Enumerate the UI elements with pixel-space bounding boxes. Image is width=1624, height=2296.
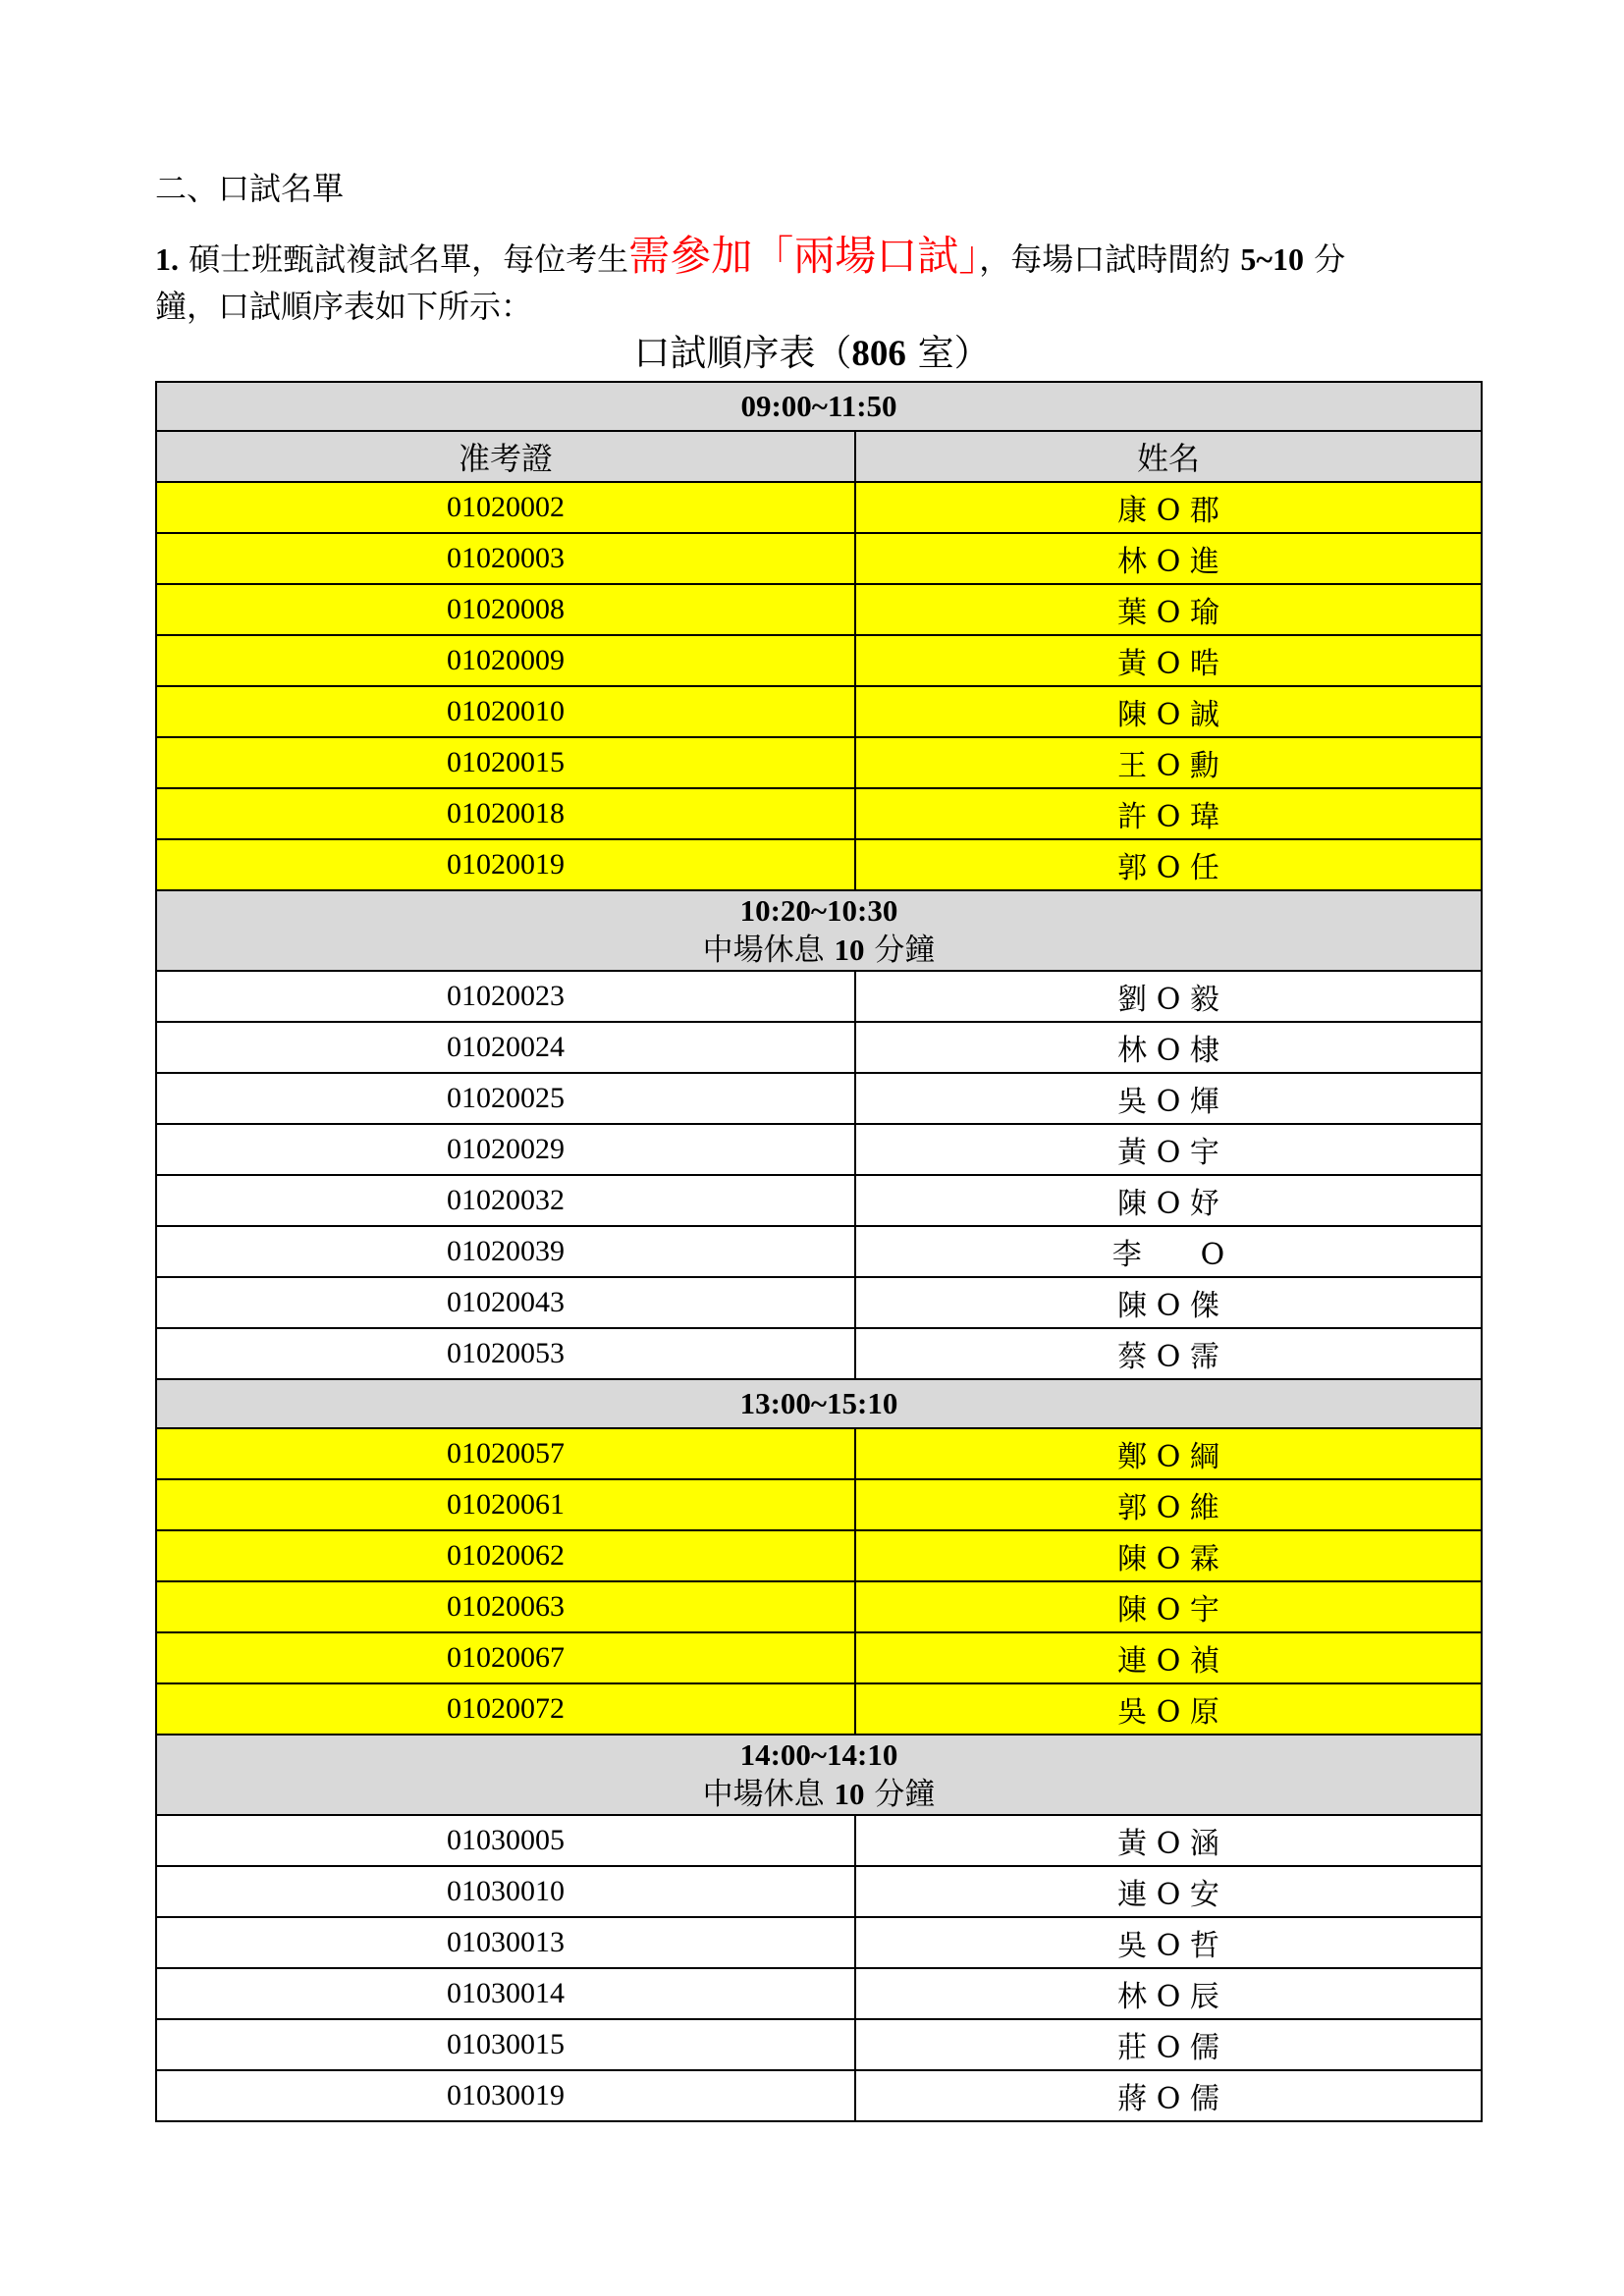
exam-number-cell: 01030010 — [156, 1866, 855, 1917]
table-row — [156, 1530, 1482, 1581]
session-row — [156, 382, 1482, 431]
exam-number-cell: 01030019 — [156, 2070, 855, 2121]
table-row — [156, 1866, 1482, 1917]
exam-number-cell: 01020039 — [156, 1226, 855, 1277]
student-name-cell: 林 O 棣 — [855, 1022, 1482, 1073]
student-name-cell: 陳 O 宇 — [855, 1581, 1482, 1632]
exam-number-cell: 01020008 — [156, 584, 855, 635]
exam-number-cell: 01020032 — [156, 1175, 855, 1226]
table-row — [156, 635, 1482, 686]
intro-text-after: ，每場口試時間約 — [979, 240, 1241, 278]
table-row — [156, 2070, 1482, 2121]
exam-number-cell: 01030015 — [156, 2019, 855, 2070]
table-row — [156, 2019, 1482, 2070]
student-name-cell: 鄭 O 綱 — [855, 1428, 1482, 1479]
table-row — [156, 1022, 1482, 1073]
exam-number-cell: 01020009 — [156, 635, 855, 686]
student-name-cell: 吳 O 哲 — [855, 1917, 1482, 1968]
table-title — [0, 330, 1624, 378]
exam-number-cell: 01030013 — [156, 1917, 855, 1968]
exam-number-cell: 01020025 — [156, 1073, 855, 1124]
student-name-cell: 林 O 辰 — [855, 1968, 1482, 2019]
student-name-cell: 郭 O 任 — [855, 839, 1482, 890]
student-name-cell: 劉 O 毅 — [855, 971, 1482, 1022]
exam-number-cell: 01020024 — [156, 1022, 855, 1073]
item-number: 1. — [155, 241, 179, 277]
student-name-cell: 吳 O 原 — [855, 1683, 1482, 1735]
session-time: 09:00~11:50 — [156, 382, 1482, 431]
student-name-cell: 莊 O 儒 — [855, 2019, 1482, 2070]
break-label — [157, 1775, 1481, 1814]
break-label-post: 分鐘 — [864, 1777, 936, 1812]
student-name-cell: 陳 O 妤 — [855, 1175, 1482, 1226]
break-cell — [156, 890, 1482, 971]
table-row — [156, 1683, 1482, 1735]
student-name-cell: 許 O 瑋 — [855, 788, 1482, 839]
table-row — [156, 1968, 1482, 2019]
session-row — [156, 1379, 1482, 1428]
exam-number-cell: 01020023 — [156, 971, 855, 1022]
intro-text-before: 碩士班甄試複試名單，每位考生 — [179, 240, 629, 278]
header-name: 姓名 — [855, 431, 1482, 482]
student-name-cell: 陳 O 傑 — [855, 1277, 1482, 1328]
exam-number-cell: 01020057 — [156, 1428, 855, 1479]
table-row — [156, 1073, 1482, 1124]
table-row — [156, 1815, 1482, 1866]
break-label-num: 10 — [834, 933, 865, 967]
student-name-cell: 蔣 O 儒 — [855, 2070, 1482, 2121]
student-name-cell: 吳 O 煇 — [855, 1073, 1482, 1124]
break-label-pre: 中場休息 — [702, 1777, 835, 1812]
break-label — [157, 931, 1481, 970]
student-name-cell: 黃 O 涵 — [855, 1815, 1482, 1866]
table-title-prefix: 口試順序表（ — [633, 332, 852, 374]
exam-number-cell: 01030005 — [156, 1815, 855, 1866]
student-name-cell: 黃 O 晧 — [855, 635, 1482, 686]
break-label-post: 分鐘 — [864, 933, 936, 968]
student-name-cell: 葉 O 瑜 — [855, 584, 1482, 635]
table-row — [156, 1277, 1482, 1328]
break-label-pre: 中場休息 — [702, 933, 835, 968]
student-name-cell: 王 O 勳 — [855, 737, 1482, 788]
student-name-cell: 郭 O 維 — [855, 1479, 1482, 1530]
exam-number-cell: 01020043 — [156, 1277, 855, 1328]
break-row — [156, 890, 1482, 971]
schedule-table-body — [156, 382, 1482, 2121]
table-row — [156, 1328, 1482, 1379]
student-name-cell: 康 O 郡 — [855, 482, 1482, 533]
table-row — [156, 839, 1482, 890]
intro-unit: 分 — [1304, 240, 1346, 278]
student-name-cell: 蔡 O 霈 — [855, 1328, 1482, 1379]
intro-highlight: 需參加「兩場口試」 — [628, 232, 980, 280]
table-row — [156, 1917, 1482, 1968]
break-time: 14:00~14:10 — [739, 1737, 898, 1772]
session-time: 13:00~15:10 — [156, 1379, 1482, 1428]
table-row — [156, 788, 1482, 839]
student-name-cell: 黃 O 宇 — [855, 1124, 1482, 1175]
exam-number-cell: 01020053 — [156, 1328, 855, 1379]
exam-number-cell: 01020067 — [156, 1632, 855, 1683]
table-title-suffix: 室） — [905, 332, 991, 374]
exam-number-cell: 01020003 — [156, 533, 855, 584]
table-row — [156, 1175, 1482, 1226]
table-row — [156, 686, 1482, 737]
student-name-cell: 連 O 安 — [855, 1866, 1482, 1917]
table-header-row — [156, 431, 1482, 482]
break-label-num: 10 — [834, 1777, 865, 1811]
table-row — [156, 737, 1482, 788]
table-row — [156, 482, 1482, 533]
exam-number-cell: 01020010 — [156, 686, 855, 737]
intro-duration: 5~10 — [1240, 241, 1305, 277]
exam-number-cell: 01020019 — [156, 839, 855, 890]
exam-number-cell: 01020062 — [156, 1530, 855, 1581]
exam-number-cell: 01020061 — [156, 1479, 855, 1530]
student-name-cell: 連 O 禎 — [855, 1632, 1482, 1683]
exam-number-cell: 01020072 — [156, 1683, 855, 1735]
table-row — [156, 1632, 1482, 1683]
intro-line2: 鐘，口試順序表如下所示： — [155, 288, 533, 325]
student-name-cell: 陳 O 霖 — [855, 1530, 1482, 1581]
break-cell — [156, 1735, 1482, 1815]
exam-number-cell: 01030014 — [156, 1968, 855, 2019]
exam-number-cell: 01020015 — [156, 737, 855, 788]
table-row — [156, 1124, 1482, 1175]
student-name-cell: 陳 O 誠 — [855, 686, 1482, 737]
schedule-table — [155, 381, 1483, 2122]
table-row — [156, 584, 1482, 635]
table-row — [156, 1581, 1482, 1632]
student-name-cell: 林 O 進 — [855, 533, 1482, 584]
table-title-room: 806 — [851, 334, 906, 374]
table-row — [156, 1226, 1482, 1277]
section-heading: 二、口試名單 — [155, 170, 345, 207]
break-row — [156, 1735, 1482, 1815]
exam-number-cell: 01020029 — [156, 1124, 855, 1175]
intro-paragraph — [155, 233, 1432, 330]
header-id: 准考證 — [156, 431, 855, 482]
table-row — [156, 1428, 1482, 1479]
exam-number-cell: 01020018 — [156, 788, 855, 839]
student-name-cell: 李 O — [855, 1226, 1482, 1277]
exam-number-cell: 01020063 — [156, 1581, 855, 1632]
break-time: 10:20~10:30 — [739, 893, 898, 928]
table-row — [156, 971, 1482, 1022]
table-row — [156, 1479, 1482, 1530]
exam-number-cell: 01020002 — [156, 482, 855, 533]
table-row — [156, 533, 1482, 584]
